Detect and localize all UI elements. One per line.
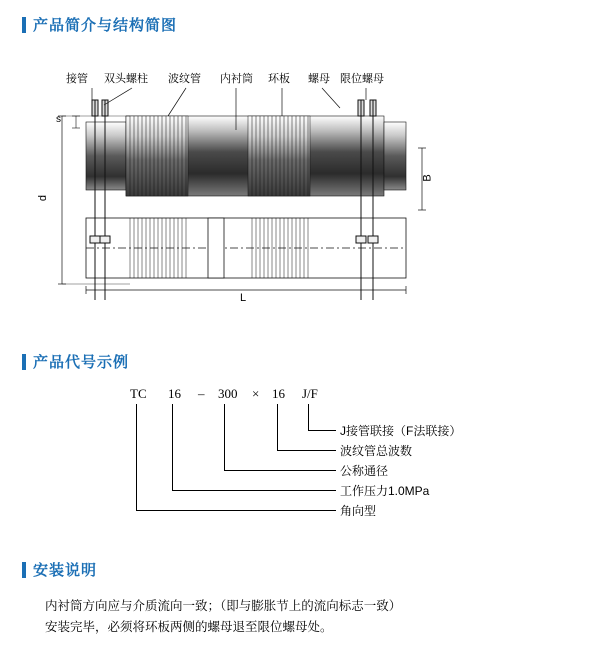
- code-desc-jf: J接管联接（F法联接）: [340, 424, 462, 438]
- callout-label-jieguan: 接管: [66, 73, 88, 85]
- code-token-jf: J/F: [302, 386, 318, 401]
- callout-label-shuangtouluozhu: 双头螺柱: [104, 73, 148, 85]
- title-accent-bar: [22, 17, 26, 33]
- code-leader-16a: [172, 404, 173, 490]
- code-leader-tc-h: [136, 510, 336, 511]
- code-token-16b: 16: [272, 386, 285, 401]
- section-title-code: [22, 351, 129, 372]
- section-title-install: [22, 559, 97, 580]
- install-notes: [45, 596, 565, 638]
- dimension-label-d: d: [37, 194, 50, 202]
- code-token-16a: 16: [168, 386, 181, 401]
- section-title-install-text: 安装说明: [33, 562, 98, 579]
- code-token-times: ×: [252, 386, 260, 401]
- callout-label-neichentong: 内衬筒: [220, 73, 253, 85]
- section-title-structure-text: 产品简介与结构简图: [33, 17, 178, 34]
- section-title-code-text: 产品代号示例: [33, 354, 130, 371]
- code-leader-tc: [136, 404, 137, 510]
- code-leader-jf-h: [308, 430, 336, 431]
- code-token-dash: –: [198, 386, 205, 401]
- code-leader-16b: [277, 404, 278, 450]
- code-leader-300: [224, 404, 225, 470]
- product-code-example: [0, 378, 600, 543]
- dimension-label-l: L: [240, 292, 247, 304]
- dimension-label-s: s: [56, 114, 61, 125]
- install-note-line-2: 安装完毕，必须将环板两侧的螺母退至限位螺母处。: [45, 620, 333, 634]
- title-accent-bar-2: [22, 354, 26, 370]
- code-desc-16a: 工作压力1.0MPa: [340, 484, 430, 498]
- code-leader-16b-h: [277, 450, 336, 451]
- install-note-line-1: 内衬筒方向应与介质流向一致；（即与膨胀节上的流向标志一致）: [45, 599, 402, 613]
- code-desc-16b: 波纹管总波数: [340, 444, 413, 458]
- code-desc-300: 公称通径: [340, 464, 389, 478]
- code-desc-tc: 角向型: [340, 504, 377, 518]
- callout-label-xianweiluomu: 限位螺母: [340, 73, 384, 85]
- code-token-300: 300: [218, 386, 238, 401]
- section-title-structure: [22, 14, 177, 35]
- code-leader-16a-h: [172, 490, 336, 491]
- callout-label-bowenguan: 波纹管: [168, 73, 201, 85]
- title-accent-bar-3: [22, 562, 26, 578]
- code-leader-300-h: [224, 470, 336, 471]
- code-token-tc: TC: [130, 386, 147, 401]
- code-leader-jf: [308, 404, 309, 430]
- callout-label-huanban: 环板: [268, 73, 290, 85]
- structure-diagram: [37, 60, 560, 304]
- structure-diagram-svg: [40, 60, 560, 300]
- dimension-label-b: B: [421, 174, 434, 182]
- callout-label-luomu: 螺母: [308, 73, 330, 85]
